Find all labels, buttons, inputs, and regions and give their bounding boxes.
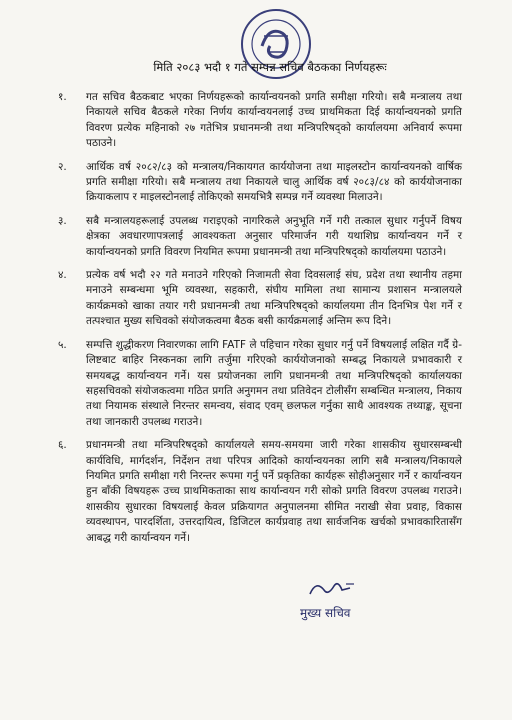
item-number: ३. [58,214,67,227]
item-text: आर्थिक वर्ष २०८२/८३ को मन्त्रालय/निकायगत कार्ययोजना तथा माइलस्टोन कार्यान्वयनको वार्षिक प्रगति समीक्षा गरियो। सबै मन्त्रालय तथा निकायले चालु आर्थिक वर्ष २०८३/८४ को कार्ययोजनाका क्रियाकलाप र माइलस्टोनलाई तोकिएको समयभित्रै सम्पन्न गर्ने व्यवस्था मिलाउने। [86,160,462,204]
item-text: प्रधानमन्त्री तथा मन्त्रिपरिषद्को कार्यालयले समय-समयमा जारी गरेका शासकीय सुधारसम्बन्धी कार्यविधि, मार्गदर्शन, निर्देशन तथा परिपत्र आदिको कार्यान्वयनका लागि सबै मन्त्रालय/निकायले नियमित प्रगति समीक्षा गरी निरन्तर रूपमा गर्नु पर्ने प्रकृतिका कार्यहरू सोहीअनुसार गर्ने र कार्यान्वयन हुन बाँकी विषयहरू उच्च प्राथमिकताका साथ कार्यान्वयन गरी सोको प्रगति विवरण उपलब्ध गराउने। शासकीय सुधारका विषयलाई केवल प्रक्रियागत अनुपालनमा सीमित नराखी सेवा प्रवाह, विकास व्यवस्थापन, पारदर्शिता, उत्तरदायित्व, डिजिटल कार्यप्रवाह तथा सार्वजनिक खर्चको प्रभावकारितासँग आबद्ध गरी कार्यान्वयन गर्ने। [86,439,462,544]
signatory-title: मुख्य सचिव [300,606,351,620]
item-text: प्रत्येक वर्ष भदौ २२ गते मनाउने गरिएको निजामती सेवा दिवसलाई संघ, प्रदेश तथा स्थानीय तहमा मनाउने सम्बन्धमा भूमि व्यवस्था, सहकारी, संघीय मामिला तथा सामान्य प्रशासन मन्त्रालयले कार्यक्रमको खाका तयार गरी प्रधानमन्त्री तथा मन्त्रिपरिषद्को कार्यालयमा तीन दिनभित्र पेश गर्ने र तत्पश्चात मुख्य सचिवको संयोजकत्वमा बैठक बसी कार्यक्रमलाई अन्तिम रूप दिने। [86,269,462,328]
item-text: सबै मन्त्रालयहरूलाई उपलब्ध गराइएको नागरिकले अनुभूति गर्ने गरी तत्काल सुधार गर्नुपर्ने विषय क्षेत्रका अवधारणापत्रलाई आवश्यकता अनुसार परिमार्जन गरी यथाशिघ्र कार्यान्वयन गर्ने र कार्यान्वयनको प्रगति विवरण नियमित रूपमा प्रधानमन्त्री तथा मन्त्रिपरिषद्को कार्यालयमा पठाउने। [86,214,462,258]
document-title: मिति २०८३ भदौ १ गते सम्पन्न सचिव बैठकका निर्णयहरूः [153,60,387,74]
item-number: ५. [58,338,67,351]
decision-item [58,268,462,330]
item-text: गत सचिव बैठकबाट भएका निर्णयहरूको कार्यान्वयनको प्रगति समीक्षा गरियो। सबै मन्त्रालय तथा निकायले सचिव बैठकले गरेका निर्णय कार्यान्वयनलाई उच्च प्राथमिकता दिई कार्यान्वयनको प्रगति विवरण प्रत्येक महिनाको २७ गतेभित्र प्रधानमन्त्री तथा मन्त्रिपरिषद्को कार्यालयमा अनिवार्य रूपमा पठाउने। [86,91,462,150]
decision-list [58,90,462,554]
decision-item [58,90,462,152]
item-number: २. [58,160,67,173]
item-text: सम्पत्ति शुद्धीकरण निवारणका लागि FATF ले पहिचान गरेका सुधार गर्नु पर्ने विषयलाई लक्षित गर्दै ग्रे-लिष्टबाट बाहिर निस्कनका लागि तर्जुमा गरिएको कार्ययोजनाको सम्बद्ध निकायले प्रभावकारी र समयबद्ध कार्यान्वयन गर्ने। यस प्रयोजनका लागि प्रधानमन्त्री तथा मन्त्रिपरिषद्को कार्यालयका सहसचिवको संयोजकत्वमा गठित प्रगति अनुगमन तथा प्रतिवेदन टोलीसँग सम्बन्धित मन्त्रालय, निकाय तथा नियामक संस्थाले निरन्तर समन्वय, संवाद एवम् छलफल गर्नुका साथै आवश्यक तथ्याङ्क, सूचना तथा जानकारी उपलब्ध गराउने। [86,338,462,428]
signature-scribble-icon [306,576,366,602]
decision-item [58,338,462,430]
decision-item [58,160,462,206]
item-number: ४. [58,269,67,282]
signature-block [300,576,390,626]
item-number: १. [58,91,67,103]
item-number: ६. [58,439,67,452]
decision-item [58,438,462,546]
decision-item [58,214,462,260]
